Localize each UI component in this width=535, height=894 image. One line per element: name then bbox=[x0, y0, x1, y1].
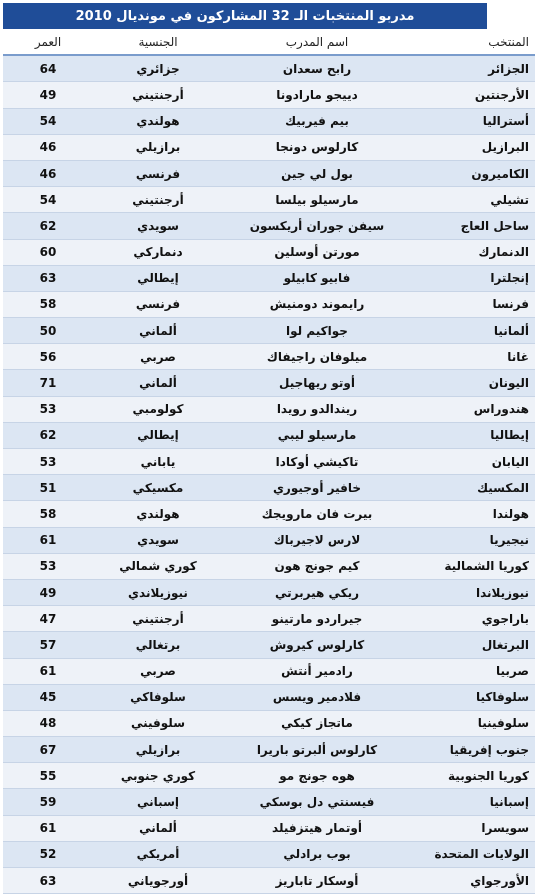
age-cell: 49 bbox=[3, 580, 93, 606]
nationality-cell: كولومبي bbox=[93, 397, 223, 423]
age-cell: 50 bbox=[3, 318, 93, 344]
nationality-cell: إسباني bbox=[93, 789, 223, 815]
header-row bbox=[3, 29, 535, 56]
coach-cell: دييجو مارادونا bbox=[223, 82, 411, 108]
header-age: العمر bbox=[3, 29, 93, 56]
coach-cell: مارسيلو بيلسا bbox=[223, 187, 411, 213]
coach-cell: خافير أوجيوري bbox=[223, 475, 411, 501]
coach-cell: رادمير أنتش bbox=[223, 659, 411, 685]
table-row bbox=[3, 213, 535, 239]
team-cell: نيجيريا bbox=[411, 528, 535, 554]
table-row bbox=[3, 161, 535, 187]
team-cell: الأورجواي bbox=[411, 868, 535, 894]
table-row bbox=[3, 580, 535, 606]
age-cell: 62 bbox=[3, 423, 93, 449]
team-cell: صربيا bbox=[411, 659, 535, 685]
team-cell: هندوراس bbox=[411, 397, 535, 423]
table-row bbox=[3, 737, 535, 763]
age-cell: 67 bbox=[3, 737, 93, 763]
table-row bbox=[3, 816, 535, 842]
team-cell: الكاميرون bbox=[411, 161, 535, 187]
coach-cell: أوسكار تاباريز bbox=[223, 868, 411, 894]
age-cell: 56 bbox=[3, 344, 93, 370]
team-cell: نيوزيلاندا bbox=[411, 580, 535, 606]
age-cell: 71 bbox=[3, 370, 93, 396]
coach-cell: مارسيلو ليبي bbox=[223, 423, 411, 449]
coach-cell: مورتن أوسلين bbox=[223, 240, 411, 266]
age-cell: 54 bbox=[3, 109, 93, 135]
table-row bbox=[3, 868, 535, 894]
table-row bbox=[3, 475, 535, 501]
coach-cell: ريندالدو رويدا bbox=[223, 397, 411, 423]
nationality-cell: أورجوياني bbox=[93, 868, 223, 894]
age-cell: 54 bbox=[3, 187, 93, 213]
age-cell: 48 bbox=[3, 711, 93, 737]
nationality-cell: أمريكي bbox=[93, 842, 223, 868]
nationality-cell: سلوفاكي bbox=[93, 685, 223, 711]
nationality-cell: سويدي bbox=[93, 528, 223, 554]
team-cell: تشيلي bbox=[411, 187, 535, 213]
nationality-cell: إيطالي bbox=[93, 423, 223, 449]
age-cell: 46 bbox=[3, 161, 93, 187]
table-row bbox=[3, 606, 535, 632]
age-cell: 45 bbox=[3, 685, 93, 711]
coach-cell: رابح سعدان bbox=[223, 56, 411, 82]
table-row bbox=[3, 632, 535, 658]
table-row bbox=[3, 528, 535, 554]
age-cell: 58 bbox=[3, 501, 93, 527]
nationality-cell: دنماركي bbox=[93, 240, 223, 266]
coaches-table-panel bbox=[3, 3, 529, 888]
nationality-cell: نيوزيلاندي bbox=[93, 580, 223, 606]
nationality-cell: كوري شمالي bbox=[93, 554, 223, 580]
nationality-cell: إيطالي bbox=[93, 266, 223, 292]
table-row bbox=[3, 397, 535, 423]
age-cell: 49 bbox=[3, 82, 93, 108]
nationality-cell: برتغالي bbox=[93, 632, 223, 658]
coach-cell: فلادمير ويسس bbox=[223, 685, 411, 711]
age-cell: 61 bbox=[3, 528, 93, 554]
team-cell: إسبانيا bbox=[411, 789, 535, 815]
table-row bbox=[3, 135, 535, 161]
coach-cell: بيم فيربيك bbox=[223, 109, 411, 135]
team-cell: المكسيك bbox=[411, 475, 535, 501]
table-row bbox=[3, 292, 535, 318]
coach-cell: كارلوس دونجا bbox=[223, 135, 411, 161]
table-row bbox=[3, 842, 535, 868]
coach-cell: أوتمار هيتزفيلد bbox=[223, 816, 411, 842]
age-cell: 53 bbox=[3, 397, 93, 423]
nationality-cell: برازيلي bbox=[93, 135, 223, 161]
age-cell: 63 bbox=[3, 868, 93, 894]
coach-cell: فيسنتي دل بوسكي bbox=[223, 789, 411, 815]
team-cell: اليابان bbox=[411, 449, 535, 475]
coach-cell: ميلوفان راجيفاك bbox=[223, 344, 411, 370]
table-row bbox=[3, 109, 535, 135]
age-cell: 61 bbox=[3, 659, 93, 685]
nationality-cell: كوري جنوبي bbox=[93, 763, 223, 789]
table-row bbox=[3, 82, 535, 108]
table-row bbox=[3, 187, 535, 213]
age-cell: 52 bbox=[3, 842, 93, 868]
header-nationality: الجنسية bbox=[93, 29, 223, 56]
coach-cell: سيفن جوران أريكسون bbox=[223, 213, 411, 239]
team-cell: البرتغال bbox=[411, 632, 535, 658]
nationality-cell: أرجنتيني bbox=[93, 82, 223, 108]
team-cell: سويسرا bbox=[411, 816, 535, 842]
table-row bbox=[3, 344, 535, 370]
coach-cell: كارلوس كيروش bbox=[223, 632, 411, 658]
team-cell: جنوب إفريقيا bbox=[411, 737, 535, 763]
nationality-cell: فرنسي bbox=[93, 292, 223, 318]
coach-cell: جواكيم لوا bbox=[223, 318, 411, 344]
header-coach: اسم المدرب bbox=[223, 29, 411, 56]
team-cell: الولايات المتحدة bbox=[411, 842, 535, 868]
age-cell: 61 bbox=[3, 816, 93, 842]
nationality-cell: أرجنتيني bbox=[93, 606, 223, 632]
coach-cell: كارلوس ألبرتو باريرا bbox=[223, 737, 411, 763]
team-cell: أستراليا bbox=[411, 109, 535, 135]
team-cell: الجزائر bbox=[411, 56, 535, 82]
nationality-cell: سلوفيني bbox=[93, 711, 223, 737]
nationality-cell: صربي bbox=[93, 659, 223, 685]
table-title: مدربو المنتخبات الـ 32 المشاركون في مونديال 2010 bbox=[3, 3, 487, 29]
age-cell: 51 bbox=[3, 475, 93, 501]
coach-cell: جيراردو مارتينو bbox=[223, 606, 411, 632]
coach-cell: رايموند دومنيش bbox=[223, 292, 411, 318]
team-cell: ساحل العاج bbox=[411, 213, 535, 239]
table-row bbox=[3, 318, 535, 344]
team-cell: البرازيل bbox=[411, 135, 535, 161]
nationality-cell: ألماني bbox=[93, 318, 223, 344]
coach-cell: ماتجاز كيكي bbox=[223, 711, 411, 737]
team-cell: اليونان bbox=[411, 370, 535, 396]
team-cell: الأرجنتين bbox=[411, 82, 535, 108]
age-cell: 53 bbox=[3, 449, 93, 475]
table-row bbox=[3, 423, 535, 449]
team-cell: هولندا bbox=[411, 501, 535, 527]
age-cell: 47 bbox=[3, 606, 93, 632]
team-cell: سلوفينيا bbox=[411, 711, 535, 737]
table-row bbox=[3, 240, 535, 266]
nationality-cell: جزائري bbox=[93, 56, 223, 82]
nationality-cell: ألماني bbox=[93, 370, 223, 396]
nationality-cell: فرنسي bbox=[93, 161, 223, 187]
age-cell: 64 bbox=[3, 56, 93, 82]
age-cell: 58 bbox=[3, 292, 93, 318]
coaches-table bbox=[3, 29, 535, 894]
age-cell: 59 bbox=[3, 789, 93, 815]
table-row bbox=[3, 685, 535, 711]
nationality-cell: مكسيكي bbox=[93, 475, 223, 501]
nationality-cell: ياباني bbox=[93, 449, 223, 475]
age-cell: 57 bbox=[3, 632, 93, 658]
nationality-cell: صربي bbox=[93, 344, 223, 370]
table-row bbox=[3, 554, 535, 580]
table-row bbox=[3, 789, 535, 815]
nationality-cell: هولندي bbox=[93, 109, 223, 135]
coach-cell: كيم جونج هون bbox=[223, 554, 411, 580]
coach-cell: فابيو كابيلو bbox=[223, 266, 411, 292]
age-cell: 62 bbox=[3, 213, 93, 239]
coach-cell: أوتو ريهاجيل bbox=[223, 370, 411, 396]
nationality-cell: أرجنتيني bbox=[93, 187, 223, 213]
table-row bbox=[3, 659, 535, 685]
table-row bbox=[3, 449, 535, 475]
nationality-cell: هولندي bbox=[93, 501, 223, 527]
nationality-cell: برازيلي bbox=[93, 737, 223, 763]
team-cell: ألمانيا bbox=[411, 318, 535, 344]
header-team: المنتخب bbox=[411, 29, 535, 56]
table-row bbox=[3, 266, 535, 292]
coach-cell: بيرت فان مارويجك bbox=[223, 501, 411, 527]
team-cell: سلوفاكيا bbox=[411, 685, 535, 711]
age-cell: 55 bbox=[3, 763, 93, 789]
table-row bbox=[3, 56, 535, 82]
nationality-cell: سويدي bbox=[93, 213, 223, 239]
age-cell: 46 bbox=[3, 135, 93, 161]
nationality-cell: ألماني bbox=[93, 816, 223, 842]
team-cell: غانا bbox=[411, 344, 535, 370]
coach-cell: بوب برادلي bbox=[223, 842, 411, 868]
coach-cell: هوه جونج مو bbox=[223, 763, 411, 789]
table-row bbox=[3, 711, 535, 737]
team-cell: الدنمارك bbox=[411, 240, 535, 266]
age-cell: 63 bbox=[3, 266, 93, 292]
team-cell: إنجلترا bbox=[411, 266, 535, 292]
team-cell: باراجوي bbox=[411, 606, 535, 632]
table-row bbox=[3, 501, 535, 527]
team-cell: إيطاليا bbox=[411, 423, 535, 449]
team-cell: فرنسا bbox=[411, 292, 535, 318]
coach-cell: بول لي جين bbox=[223, 161, 411, 187]
age-cell: 53 bbox=[3, 554, 93, 580]
table-row bbox=[3, 370, 535, 396]
table-row bbox=[3, 763, 535, 789]
team-cell: كوريا الشمالية bbox=[411, 554, 535, 580]
coach-cell: لارس لاجيرباك bbox=[223, 528, 411, 554]
coach-cell: تاكيشي أوكادا bbox=[223, 449, 411, 475]
team-cell: كوريا الجنوبية bbox=[411, 763, 535, 789]
coach-cell: ريكي هيربرتي bbox=[223, 580, 411, 606]
age-cell: 60 bbox=[3, 240, 93, 266]
